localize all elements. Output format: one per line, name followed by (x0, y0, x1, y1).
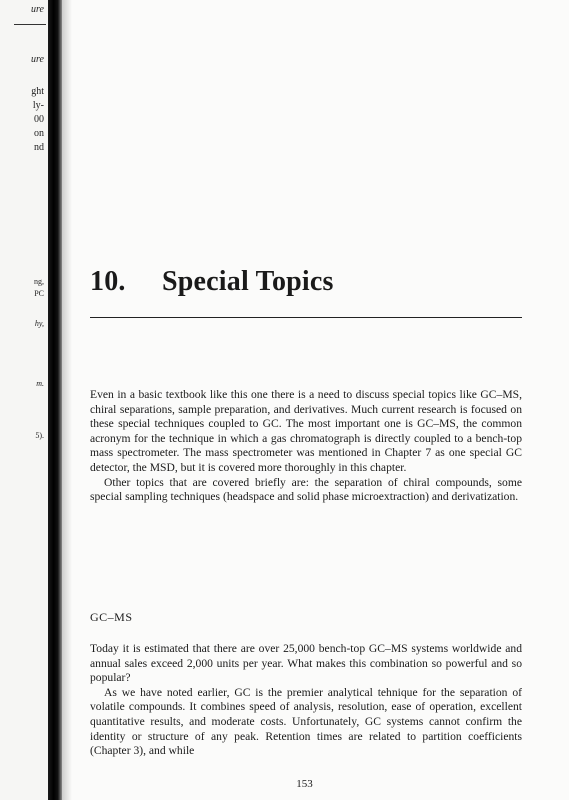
intro-text (90, 388, 522, 505)
facing-page-fragment: nd (34, 142, 44, 153)
chapter-number: 10. (90, 266, 126, 297)
section-paragraph: As we have noted earlier, GC is the premier analytical tehnique for the separation of volatile compounds. It combines speed of analysis, resolution, ease of operation, excellent quantitative results, and moderate costs. Unfortunately, GC systems cannot confirm the identity or structure of any peak. Retention times are related to partition coefficients (Chapter 3), and while (90, 685, 522, 758)
facing-page-fragment: ng, (34, 277, 44, 286)
section-paragraph: Today it is estimated that there are over 25,000 bench-top GC–MS systems worldwide and annual sales exceed 2,000 units per year. What makes this combination so powerful and so popular? (90, 642, 522, 685)
facing-page-fragment: ly- (32, 100, 44, 111)
intro-paragraph: Even in a basic textbook like this one there is a need to discuss special topics like GC–MS, chiral separations, sample preparation, and derivatives. Much current research is focused on these special techniques coupled to GC. The most important one is GC–MS, the common acronym for the technique in which a gas chromatograph is directly coupled to a bench-top mass spectrometer. The mass spectrometer was mentioned in Chapter 7 as one special GC detector, the MSD, but it is covered more thoroughly in this chapter. (90, 388, 522, 474)
facing-page-fragment: 00 (34, 114, 44, 125)
facing-page-fragment: on (34, 128, 44, 139)
facing-page-fragment: ght (31, 86, 44, 97)
intro-paragraph: Other topics that are covered briefly are: the separation of chiral compounds, some special sampling techniques (headspace and solid phase microextraction) and derivatization. (90, 475, 522, 504)
facing-page-fragment: ure (31, 54, 44, 65)
facing-page-fragment: hy, (34, 319, 44, 328)
chapter-title-text: Special Topics (162, 266, 334, 297)
section-heading: GC–MS (90, 610, 133, 624)
facing-page-fragment: PC (34, 289, 44, 298)
facing-page-rule (14, 24, 46, 25)
chapter-title (90, 266, 334, 298)
book-gutter (48, 0, 62, 800)
title-rule (90, 317, 522, 318)
gutter-shadow (62, 0, 72, 800)
facing-page-fragment: ure (31, 4, 44, 15)
section-text (90, 642, 522, 759)
page-number: 153 (296, 778, 313, 790)
facing-page-edge (0, 0, 48, 800)
facing-page-fragment: 5). (35, 431, 44, 440)
facing-page-fragment: m. (36, 379, 44, 388)
